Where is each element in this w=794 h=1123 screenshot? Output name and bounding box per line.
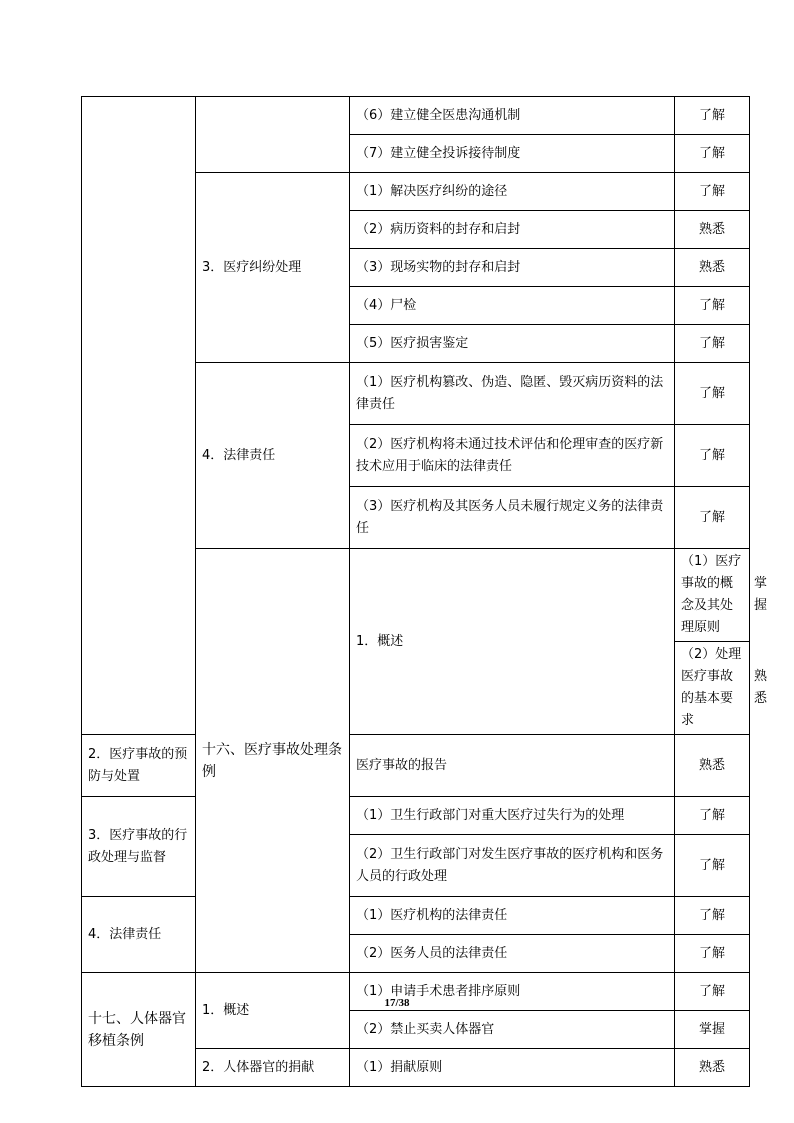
- item-text: （6）建立健全医患沟通机制: [350, 97, 675, 135]
- table-row: [82, 897, 750, 935]
- subunit-label: 3．医疗纠纷处理: [196, 173, 350, 363]
- item-text: （2）卫生行政部门对发生医疗事故的医疗机构和医务人员的行政处理: [350, 835, 675, 897]
- requirement-level: 熟悉: [675, 211, 750, 249]
- requirement-level: 掌握: [675, 1011, 750, 1049]
- item-text: （1）解决医疗纠纷的途径: [350, 173, 675, 211]
- table-row: [82, 797, 750, 835]
- requirement-level: 了解: [675, 173, 750, 211]
- subunit-label: 4．法律责任: [82, 897, 196, 973]
- item-text: （7）建立健全投诉接待制度: [350, 135, 675, 173]
- table-row: [82, 97, 750, 135]
- requirement-level: 熟悉: [675, 1049, 750, 1087]
- syllabus-table: [81, 96, 768, 1087]
- item-text: （3）医疗机构及其医务人员未履行规定义务的法律责任: [350, 487, 675, 549]
- item-text: （1）医疗事故的概念及其处理原则: [675, 549, 750, 642]
- requirement-level: 了解: [675, 935, 750, 973]
- unit-cell: [82, 97, 196, 735]
- requirement-level: 了解: [675, 97, 750, 135]
- item-text: （2）病历资料的封存和启封: [350, 211, 675, 249]
- item-text: （2）禁止买卖人体器官: [350, 1011, 675, 1049]
- item-text: （1）医疗机构篡改、伪造、隐匿、毁灭病历资料的法律责任: [350, 363, 675, 425]
- requirement-level: 了解: [675, 425, 750, 487]
- item-text: （2）处理医疗事故的基本要求: [675, 642, 750, 735]
- subunit-label: 1．概述: [196, 973, 350, 1049]
- item-text: （1）申请手术患者排序原则: [350, 973, 675, 1011]
- table-row: 十六、医疗事故处理条例 1．概述 （1）医疗事故的概念及其处理原则 掌握: [82, 549, 750, 642]
- subunit-label: 1．概述: [350, 549, 675, 735]
- requirement-level: 了解: [675, 973, 750, 1011]
- table-row: [82, 735, 750, 797]
- subunit-label: 4．法律责任: [196, 363, 350, 549]
- requirement-level: 熟悉: [675, 735, 750, 797]
- table-row: （2）处理医疗事故的基本要求 熟悉: [82, 642, 750, 735]
- requirement-level: 了解: [675, 797, 750, 835]
- requirement-level: 熟悉: [675, 249, 750, 287]
- requirement-level: 了解: [675, 325, 750, 363]
- item-text: （4）尸检: [350, 287, 675, 325]
- item-text: （3）现场实物的封存和启封: [350, 249, 675, 287]
- item-text: （5）医疗损害鉴定: [350, 325, 675, 363]
- page-number: 17/38: [384, 997, 410, 1009]
- item-text: （1）卫生行政部门对重大医疗过失行为的处理: [350, 797, 675, 835]
- subunit-label: 2．人体器官的捐献: [196, 1049, 350, 1087]
- item-text: （2）医疗机构将未通过技术评估和伦理审查的医疗新技术应用于临床的法律责任: [350, 425, 675, 487]
- subunit-label: 3．医疗事故的行政处理与监督: [82, 797, 196, 897]
- subunit-label: 2．医疗事故的预防与处置: [82, 735, 196, 797]
- requirement-level: 了解: [675, 363, 750, 425]
- requirement-level: 了解: [675, 487, 750, 549]
- requirement-level: 了解: [675, 135, 750, 173]
- requirement-level: 了解: [675, 835, 750, 897]
- item-text: （1）医疗机构的法律责任: [350, 897, 675, 935]
- item-text: 医疗事故的报告: [350, 735, 675, 797]
- requirement-level: 了解: [675, 897, 750, 935]
- unit-title: 十六、医疗事故处理条例: [196, 549, 350, 973]
- unit-title: 十七、人体器官移植条例: [82, 973, 196, 1087]
- item-text: （2）医务人员的法律责任: [350, 935, 675, 973]
- subunit-cell: [196, 97, 350, 173]
- requirement-level: 了解: [675, 287, 750, 325]
- item-text: （1）捐献原则: [350, 1049, 675, 1087]
